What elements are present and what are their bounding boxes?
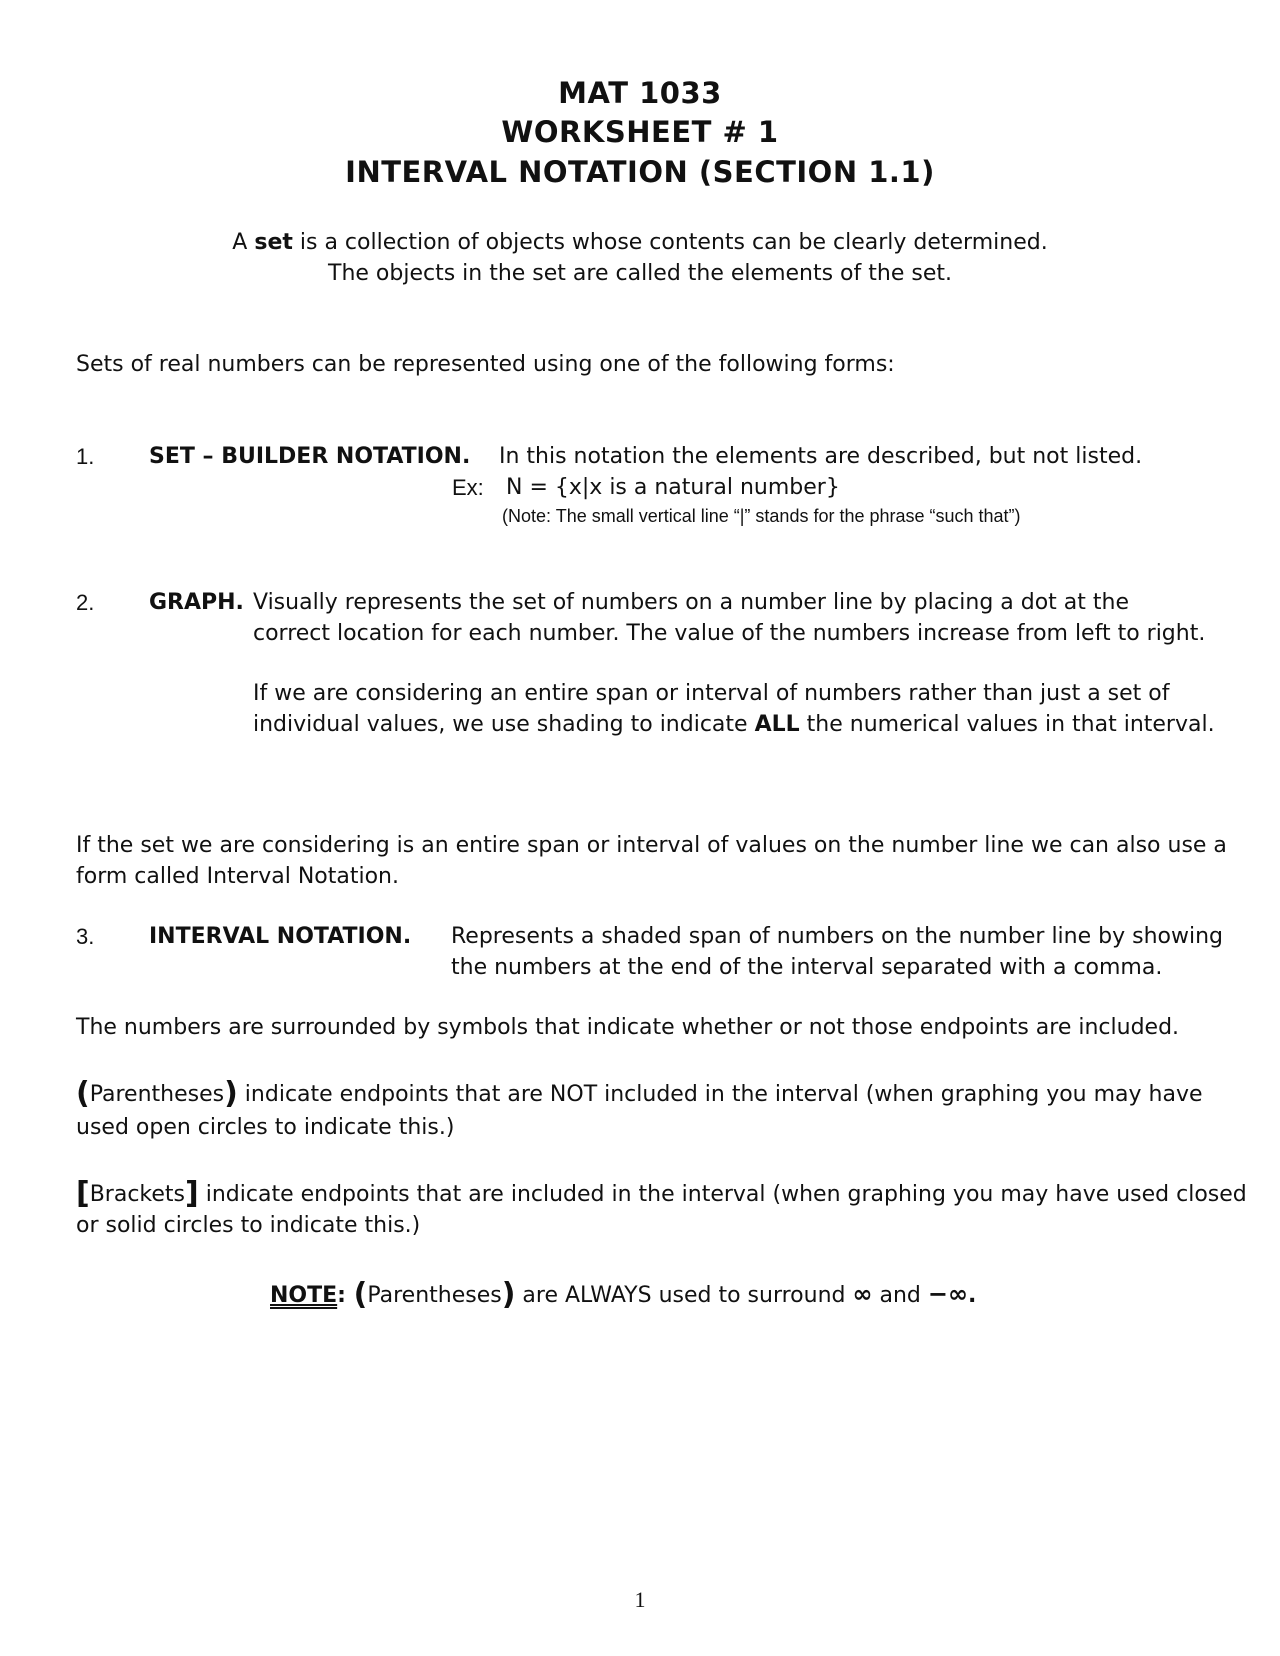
note-parentheses-word: Parentheses xyxy=(367,1283,502,1308)
item1-term: SET – BUILDER NOTATION. xyxy=(149,444,471,469)
item1-example-label: Ex: xyxy=(452,475,484,500)
negative-infinity-symbol: −∞ xyxy=(927,1280,968,1308)
item2-term: GRAPH. xyxy=(149,590,244,615)
item3-term: INTERVAL NOTATION. xyxy=(149,924,412,949)
item2-line4 xyxy=(253,712,1215,737)
item2-number: 2. xyxy=(76,590,95,615)
bracket-open-symbol: [ xyxy=(76,1176,90,1211)
course-code: MAT 1033 xyxy=(558,76,722,110)
set-definition-line2: The objects in the set are called the elements of the set. xyxy=(328,261,952,286)
forms-intro: Sets of real numbers can be represented using one of the following forms: xyxy=(76,352,895,377)
item1-note: (Note: The small vertical line “|” stands for the phrase “such that”) xyxy=(502,506,1021,526)
item2-line4-all: ALL xyxy=(754,712,800,737)
parentheses-desc: indicate endpoints that are NOT included in the interval (when graphing you may have xyxy=(237,1082,1203,1107)
item3-line2: the numbers at the end of the interval separated with a comma. xyxy=(451,955,1163,980)
worksheet-title: INTERVAL NOTATION (SECTION 1.1) xyxy=(345,155,935,189)
note-paren-open: ( xyxy=(353,1277,368,1312)
note-label: NOTE xyxy=(270,1283,338,1308)
note-paren-close: ) xyxy=(501,1277,516,1312)
item1-description: In this notation the elements are described, but not listed. xyxy=(499,444,1143,469)
item2-line3: If we are considering an entire span or interval of numbers rather than just a set of xyxy=(253,681,1170,706)
endpoints-text: The numbers are surrounded by symbols that indicate whether or not those endpoints are included. xyxy=(76,1015,1180,1040)
item3-line1: Represents a shaded span of numbers on the number line by showing xyxy=(451,924,1223,949)
def-bold-set: set xyxy=(254,230,293,255)
brackets-word: Brackets xyxy=(89,1182,186,1207)
parentheses-word: Parentheses xyxy=(89,1082,225,1107)
def-pre: A xyxy=(232,230,255,255)
infinity-symbol: ∞ xyxy=(852,1280,873,1308)
paren-open-symbol: ( xyxy=(76,1076,90,1111)
transition-line1: If the set we are considering is an entire span or interval of values on the number line we can also use a xyxy=(76,833,1227,858)
item1-example-value: N = {x|x is a natural number} xyxy=(506,475,840,500)
item2-line1: Visually represents the set of numbers on a number line by placing a dot at the xyxy=(253,590,1130,615)
brackets-desc: indicate endpoints that are included in the interval (when graphing you may have used closed xyxy=(198,1182,1247,1207)
item1-number: 1. xyxy=(76,444,95,469)
worksheet-number: WORKSHEET # 1 xyxy=(501,115,779,149)
item2-line2: correct location for each number. The value of the numbers increase from left to right. xyxy=(253,621,1206,646)
bracket-close-symbol: ] xyxy=(185,1176,199,1211)
brackets-line2: or solid circles to indicate this.) xyxy=(76,1213,421,1238)
def-post: is a collection of objects whose contents can be clearly determined. xyxy=(292,230,1048,255)
note-line xyxy=(270,1277,977,1312)
set-definition-line1 xyxy=(0,230,1280,255)
transition-line2: form called Interval Notation. xyxy=(76,864,399,889)
item2-line4-post: the numerical values in that interval. xyxy=(799,712,1215,737)
brackets-line1 xyxy=(76,1176,1247,1211)
parentheses-line2: used open circles to indicate this.) xyxy=(76,1115,455,1140)
paren-close-symbol: ) xyxy=(224,1076,238,1111)
item3-number: 3. xyxy=(76,924,95,949)
note-and: and xyxy=(872,1283,928,1308)
parentheses-line1 xyxy=(76,1076,1203,1111)
note-period: . xyxy=(967,1283,977,1308)
note-colon: : xyxy=(337,1283,354,1308)
page-number: 1 xyxy=(634,1587,646,1612)
note-text: are ALWAYS used to surround xyxy=(515,1283,853,1308)
item2-line4-pre: individual values, we use shading to indicate xyxy=(253,712,755,737)
